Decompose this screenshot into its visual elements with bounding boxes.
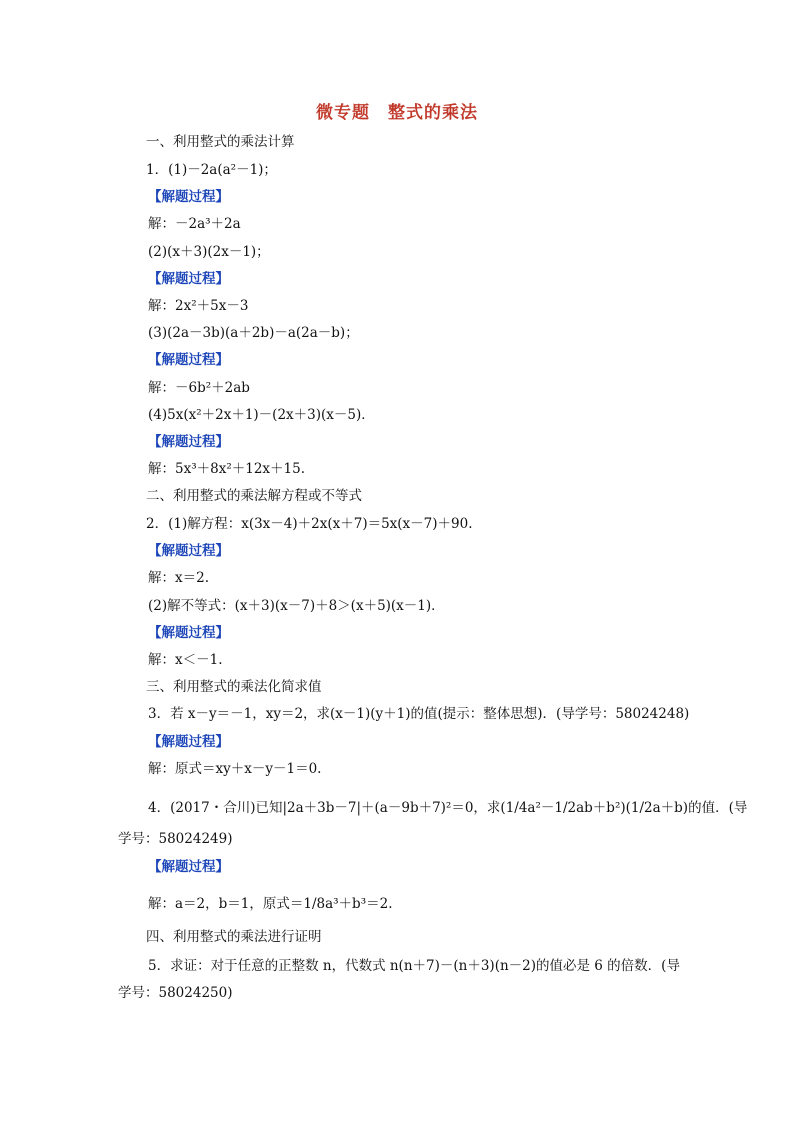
problem-line: 2．(1)解方程：x(3x－4)＋2x(x＋7)＝5x(x－7)＋90.: [146, 516, 473, 532]
page-title: 微专题 整式的乘法: [316, 103, 478, 123]
solution-tag: 【解题过程】: [148, 434, 229, 450]
problem-line-cont: 学号：58024250): [118, 985, 233, 1001]
problem-line: 3．若 x－y＝－1，xy＝2，求(x－1)(y＋1)的值(提示：整体思想)．(导学号：58024248): [148, 706, 690, 722]
problem-line: 4．(2017・合川)已知|2a＋3b－7|＋(a－9b＋7)²＝0，求(1/4a²－1/2ab＋b²)(1/2a＋b)的值．(导: [148, 800, 748, 816]
problem-line: (4)5x(x²＋2x＋1)－(2x＋3)(x－5)．: [148, 407, 375, 423]
solution-line: 解：2x²＋5x－3: [148, 298, 249, 314]
section-heading: 二、利用整式的乘法解方程或不等式: [146, 488, 362, 504]
solution-line: 解：原式＝xy＋x－y－1＝0.: [148, 761, 322, 777]
solution-tag: 【解题过程】: [148, 189, 229, 205]
solution-line: 解：－2a³＋2a: [148, 216, 241, 232]
problem-line-cont: 学号：58024249): [118, 831, 233, 847]
solution-tag: 【解题过程】: [148, 734, 229, 750]
solution-line: 解：－6b²＋2ab: [148, 380, 250, 396]
section-heading: 四、利用整式的乘法进行证明: [146, 929, 322, 945]
problem-line: 5．求证：对于任意的正整数 n，代数式 n(n＋7)－(n＋3)(n－2)的值必是 6 的倍数．(导: [148, 958, 680, 974]
solution-tag: 【解题过程】: [148, 271, 229, 287]
problem-line: (2)解不等式：(x＋3)(x－7)＋8＞(x＋5)(x－1)．: [148, 598, 445, 614]
problem-line: (2)(x＋3)(2x－1)；: [148, 244, 270, 260]
solution-tag: 【解题过程】: [148, 859, 229, 875]
problem-line: 1．(1)－2a(a²－1)；: [146, 162, 277, 178]
solution-tag: 【解题过程】: [148, 352, 229, 368]
problem-line: (3)(2a－3b)(a＋2b)－a(2a－b)；: [148, 325, 359, 341]
solution-tag: 【解题过程】: [148, 543, 229, 559]
solution-line: 解：x＜－1.: [148, 652, 223, 668]
solution-line: 解：x＝2.: [148, 570, 209, 586]
solution-line: 解：a＝2，b＝1，原式＝1/8a³＋b³＝2.: [148, 896, 393, 912]
section-heading: 一、利用整式的乘法计算: [146, 134, 295, 150]
section-heading: 三、利用整式的乘法化简求值: [146, 679, 322, 695]
solution-line: 解：5x³＋8x²＋12x＋15.: [148, 461, 305, 477]
solution-tag: 【解题过程】: [148, 625, 229, 641]
